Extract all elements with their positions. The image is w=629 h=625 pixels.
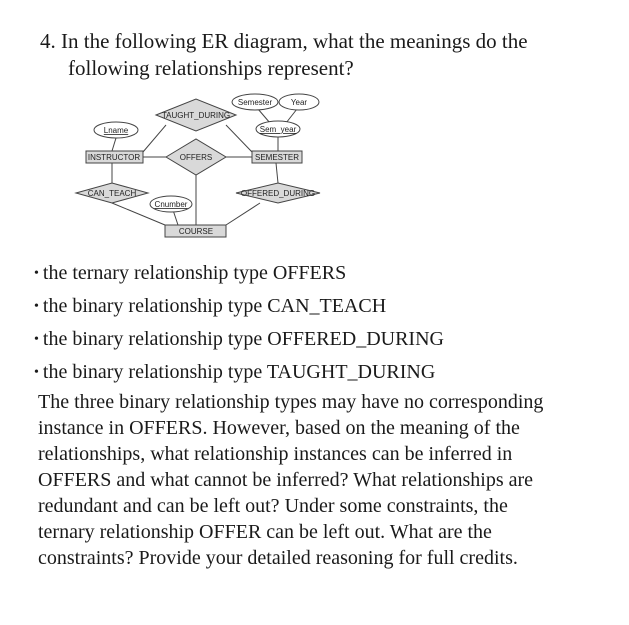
line-taught-during-semester (226, 125, 252, 152)
paragraph-line: redundant and can be left out? Under some constraints, the (38, 495, 508, 517)
bullet-text: the ternary relationship type OFFERS (42, 262, 347, 284)
attr-year-label: Year (290, 98, 308, 107)
line-year-semyear (286, 109, 297, 123)
relationship-bullet-list (34, 258, 444, 390)
line-lname-instructor (112, 138, 116, 151)
er-diagram (0, 0, 629, 260)
question-line-1: 4. In the following ER diagram, what the meanings do the (40, 29, 528, 53)
attr-semester-label: Semester (237, 98, 273, 107)
paragraph-line: relationships, what relationship instances can be inferred in (38, 443, 513, 465)
rel-taught-during-label: TAUGHT_DURING (161, 111, 231, 120)
bullet-text: the binary relationship type CAN_TEACH (42, 295, 387, 317)
bullet-text: the binary relationship type TAUGHT_DURING (42, 361, 436, 383)
rel-can-teach-label: CAN_TEACH (87, 189, 137, 198)
rel-offers-label: OFFERS (179, 153, 213, 162)
bullet-item (34, 258, 444, 291)
bullet-dot: • (34, 332, 39, 347)
line-semester-attr-semyear (258, 109, 270, 123)
line-instructor-taught-during (143, 125, 166, 152)
bullet-item (34, 357, 444, 390)
bullet-dot: • (34, 299, 39, 314)
entity-instructor-label: INSTRUCTOR (87, 153, 141, 162)
entity-course-label: COURSE (178, 227, 214, 236)
attr-lname-label: Lname (103, 126, 129, 135)
bullet-text: the binary relationship type OFFERED_DURING (42, 328, 444, 350)
bullet-dot: • (34, 266, 39, 281)
line-offered-during-course (226, 203, 260, 225)
paragraph-line: ternary relationship OFFER can be left out. What are the (38, 521, 492, 543)
attr-cnumber-label: Cnumber (154, 200, 188, 209)
bullet-item (34, 324, 444, 357)
entity-semester-label: SEMESTER (254, 153, 300, 162)
instructions-paragraph (38, 389, 613, 571)
paragraph-line: OFFERS and what cannot be inferred? What relationships are (38, 469, 534, 491)
bullet-item (34, 291, 444, 324)
attr-semyear-label: Sem_year (259, 125, 297, 134)
paragraph-line: constraints? Provide your detailed reasoning for full credits. (38, 547, 518, 569)
paragraph-line: The three binary relationship types may have no corresponding (38, 391, 544, 413)
question-line-2: following relationships represent? (68, 56, 354, 80)
bullet-dot: • (34, 365, 39, 380)
rel-offered-during-label: OFFERED_DURING (240, 189, 316, 198)
line-semester-offered-during (276, 163, 278, 183)
paragraph-line: instance in OFFERS. However, based on the meaning of the (38, 417, 520, 439)
